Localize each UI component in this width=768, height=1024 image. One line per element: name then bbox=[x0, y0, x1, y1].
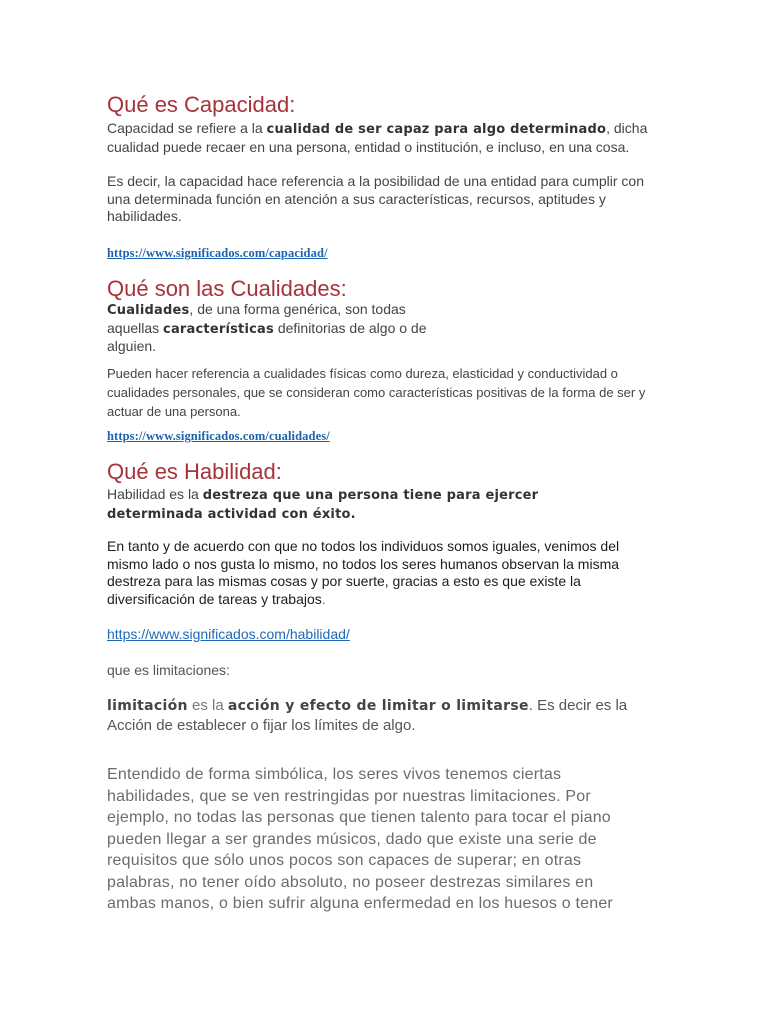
capacidad-paragraph-2: Es decir, la capacidad hace referencia a la posibilidad de una entidad para cumplir con una determinada función en atención a sus características, recursos, aptitudes y habilidades. bbox=[107, 173, 645, 224]
cualidades-link[interactable]: https://www.significados.com/cualidades/ bbox=[107, 429, 330, 443]
heading-capacidad: Qué es Capacidad: bbox=[107, 92, 296, 117]
limitaciones-paragraph-2: Entendido de forma simbólica, los seres vivos tenemos ciertas habilidades, que se ven restringidas por nuestras limitaciones. Por ejemplo, no todas las personas que tienen talento para tocar el piano pueden llegar a ser grandes músicos, dado que existe una serie de requisitos que sólo unos pocos son capaces de superar; en otras palabras, no tener oído absoluto, no poseer destrezas similares en ambas manos, o bien sufrir alguna enfermedad en los huesos o tener bbox=[107, 766, 613, 912]
cualidades-paragraph-1 bbox=[107, 301, 427, 356]
bold-text: cualidad de ser capaz para algo determinado bbox=[266, 122, 607, 137]
capacidad-link[interactable]: https://www.significados.com/capacidad/ bbox=[107, 246, 328, 260]
text: En tanto y de acuerdo con que no todos los individuos somos iguales, venimos del mismo lado o nos gusta lo mismo, no todos los seres humanos observan la misma destreza para las mismas cosas y por suerte, gracias a esto es que existe la diversificación de tareas y trabajos bbox=[107, 538, 620, 607]
text: , dicha cualidad puede recaer en una persona, entidad o institución, e incluso, en una cosa. bbox=[107, 120, 648, 155]
limitaciones-paragraph-1 bbox=[107, 696, 637, 736]
text: . Es decir es la Acción de establecer o fijar los límites de algo. bbox=[107, 697, 628, 734]
text: . bbox=[321, 590, 326, 607]
bold-text: acción y efecto de limitar o limitarse bbox=[227, 698, 529, 714]
bold-text: Cualidades bbox=[107, 303, 190, 318]
text: Capacidad se refiere a la bbox=[107, 120, 267, 136]
text: , de una forma genérica, son todas aquellas bbox=[107, 301, 406, 336]
bold-text: destreza que una persona tiene para ejercer determinada actividad con éxito. bbox=[107, 488, 539, 522]
capacidad-paragraph-1 bbox=[107, 120, 667, 156]
habilidad-paragraph-2 bbox=[107, 538, 647, 608]
bold-text: características bbox=[163, 321, 274, 337]
bold-text: limitación bbox=[107, 698, 188, 714]
text: Habilidad es la bbox=[107, 486, 203, 502]
habilidad-paragraph-1 bbox=[107, 486, 627, 523]
text: definitorias de algo o de alguien. bbox=[107, 319, 427, 354]
heading-cualidades: Qué son las Cualidades: bbox=[107, 276, 347, 301]
text: es la bbox=[187, 697, 228, 714]
habilidad-link[interactable]: https://www.significados.com/habilidad/ bbox=[107, 626, 350, 642]
limitaciones-label: que es limitaciones: bbox=[107, 662, 230, 678]
heading-habilidad: Qué es Habilidad: bbox=[107, 459, 282, 484]
cualidades-paragraph-2: Pueden hacer referencia a cualidades físicas como dureza, elasticidad y conductividad o cualidades personales, que se consideran como características positivas de la forma de ser y actuar de una persona. bbox=[107, 366, 646, 419]
